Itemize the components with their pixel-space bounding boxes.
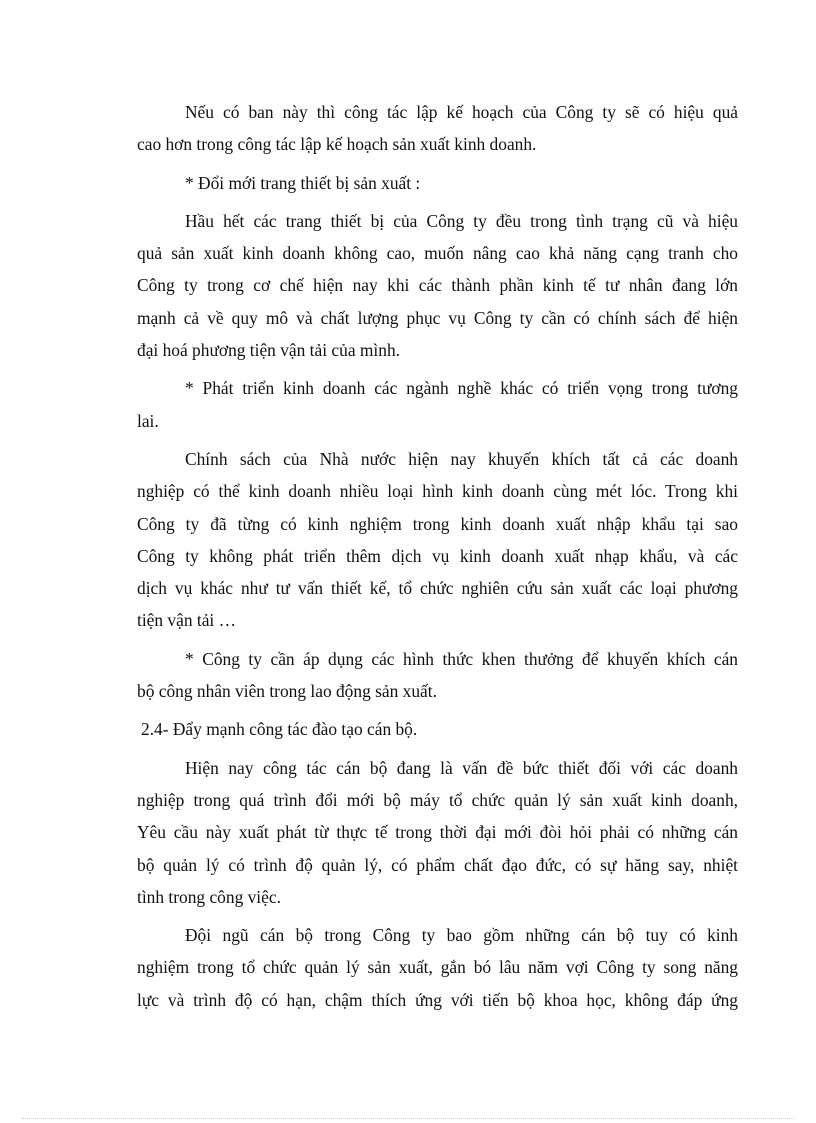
text-line: nghiệp có thể kinh doanh nhiều loại hình kinh doanh cùng mét lóc. Trong khi [137,481,738,502]
text-line: Hầu hết các trang thiết bị của Công ty đều trong tình trạng cũ và hiệu [185,210,738,231]
paragraph [137,643,738,708]
text-line: lực và trình độ có hạn, chậm thích ứng với tiến bộ khoa học, không đáp ứng [137,989,738,1010]
text-line: bộ quản lý có trình độ quản lý, có phẩm chất đạo đức, có sự hăng say, nhiệt [137,854,738,875]
text-line: * Công ty cần áp dụng các hình thức khen thưởng để khuyến khích cán [185,648,738,669]
paragraph [137,443,738,637]
text-line: * Phát triển kinh doanh các ngành nghề khác có triển vọng trong tương [185,378,738,399]
text-line: Chính sách của Nhà nước hiện nay khuyến khích tất cả các doanh [185,448,738,469]
text-line: tình trong công việc. [137,886,281,907]
text-line: quả sản xuất kinh doanh không cao, muốn nâng cao khả năng cạng tranh cho [137,243,738,264]
text-line: Hiện nay công tác cán bộ đang là vấn đề bức thiết đối với các doanh [185,757,738,778]
paragraph [137,205,738,366]
paragraph [137,167,738,199]
paragraph [137,96,738,161]
text-line: lai. [137,410,159,431]
text-line: nghiệm trong tổ chức quản lý sản xuất, gắn bó lâu năm vợi Công ty song năng [137,957,738,978]
page-bottom-rule [22,1118,794,1119]
paragraph [137,919,738,1016]
document-body [137,96,738,1022]
text-line: bộ công nhân viên trong lao động sản xuất. [137,681,437,702]
text-line: Công ty đã từng có kinh nghiệm trong kinh doanh xuất nhập khẩu tại sao [137,513,738,534]
text-line: Đội ngũ cán bộ trong Công ty bao gồm những cán bộ tuy có kinh [185,925,738,946]
section-heading [137,713,738,745]
text-line: nghiệp trong quá trình đổi mới bộ máy tổ chức quản lý sản xuất kinh doanh, [137,789,738,810]
text-line: Công ty trong cơ chế hiện nay khi các thành phần kinh tế tư nhân đang lớn [137,275,738,296]
text-line: dịch vụ khác như tư vấn thiết kế, tổ chức nghiên cứu sản xuất các loại phương [137,578,738,599]
text-line: * Đổi mới trang thiết bị sản xuất : [185,172,421,193]
text-line: Yêu cầu này xuất phát từ thực tế trong thời đại mới đòi hỏi phải có những cán [137,822,738,843]
text-line: Nếu có ban này thì công tác lập kế hoạch của Công ty sẽ có hiệu quả [185,102,738,122]
paragraph [137,372,738,437]
text-line: đại hoá phương tiện vận tải của mình. [137,340,400,361]
paragraph [137,752,738,913]
text-line: Công ty không phát triển thêm dịch vụ kinh doanh xuất nhạp khẩu, và các [137,545,738,566]
text-line: cao hơn trong công tác lập kế hoạch sản xuất kinh doanh. [137,134,537,155]
text-line: 2.4- Đẩy mạnh công tác đào tạo cán bộ. [141,719,418,740]
text-line: mạnh cả về quy mô và chất lượng phục vụ Công ty cần có chính sách để hiện [137,307,738,328]
text-line: tiện vận tải … [137,610,237,631]
